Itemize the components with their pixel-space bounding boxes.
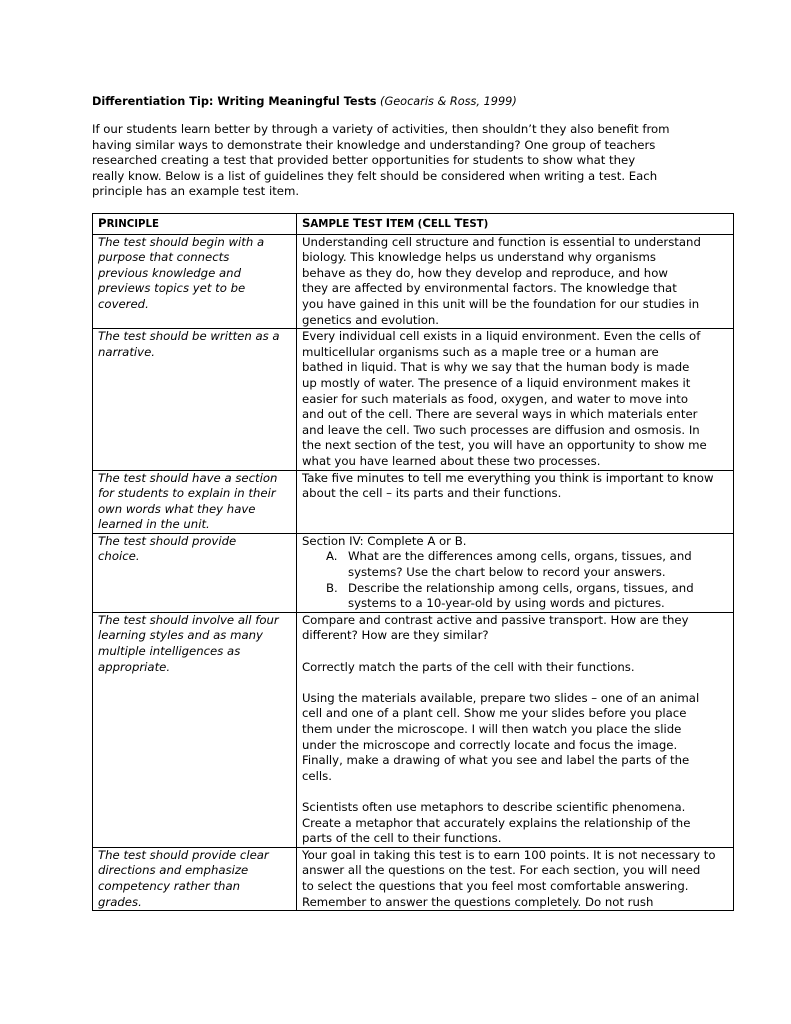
sample-item-cell: Compare and contrast active and passive transport. How are they different? How are they similar? Correctly match the parts of the cell with their functions. Using the materials available, prepare two slides – one of an animal cell and one of a plant cell. Show me your slides before you place them under the microscope. I will then watch you place the slide under the microscope and correctly locate and focus the image. Finally, make a drawing of what you see and label the parts of the cells. Scientists often use metaphors to describe scientific phenomena. Create a metaphor that accurately explains the relationship of the parts of the cell to their functions. — [297, 612, 734, 847]
table-row — [93, 847, 734, 910]
heading-citation: (Geocaris & Ross, 1999) — [380, 95, 517, 108]
principle-cell: The test should have a section for students to explain in their own words what they have learned in the unit. — [93, 470, 297, 533]
table-row — [93, 470, 734, 533]
intro-line: If our students learn better by through a variety of activities, then shouldn’t they also benefit from — [92, 122, 670, 136]
sample-item-cell: Take five minutes to tell me everything you think is important to know about the cell – its parts and their functions. — [297, 470, 734, 533]
intro-line: having similar ways to demonstrate their knowledge and understanding? One group of teachers — [92, 137, 656, 152]
sample-item-cell: Understanding cell structure and function is essential to understand biology. This knowledge helps us understand why organisms behave as they do, how they develop and reproduce, and how they are affected by environmental factors. The knowledge that you have gained in this unit will be the foundation for our studies in genetics and evolution. — [297, 234, 734, 329]
sample-item-cell: Section IV: Complete A or B. A. What are the differences among cells, organs, tissues, and systems? Use the chart below to record your answers. B. Describe the relationship among cells, organs, tissues, and systems to a 10-year-old by using words and pictures. — [297, 533, 734, 612]
intro-line: researched creating a test that provided better opportunities for students to show what they — [92, 153, 636, 168]
table-row — [93, 234, 734, 329]
heading-title: Differentiation Tip: Writing Meaningful Tests — [92, 95, 377, 108]
principle-cell: The test should begin with a purpose that connects previous knowledge and previews topics yet to be covered. — [93, 234, 297, 329]
principles-table — [92, 213, 734, 911]
choice-item-a: A. What are the differences among cells, organs, tissues, and — [326, 549, 692, 564]
principle-column-header: PRINCIPLE — [93, 214, 297, 235]
table-row — [93, 612, 734, 847]
principle-cell: The test should involve all four learning styles and as many multiple intelligences as appropriate. — [93, 612, 297, 847]
intro-line: really know. Below is a list of guidelines they felt should be considered when writing a test. Each — [92, 168, 658, 183]
table-row — [93, 329, 734, 470]
section-label: Section IV: Complete A or B. — [302, 533, 467, 548]
principle-cell: The test should be written as a narrative. — [93, 329, 297, 470]
intro-paragraph — [92, 122, 734, 200]
document-heading — [92, 94, 734, 110]
intro-line: principle has an example test item. — [92, 184, 300, 199]
principle-cell: The test should provide choice. — [93, 533, 297, 612]
table-header-row — [93, 214, 734, 235]
table-row — [93, 533, 734, 612]
choice-item-b: B. Describe the relationship among cells, organs, tissues, and — [326, 580, 694, 595]
sample-item-column-header: SAMPLE TEST ITEM (CELL TEST) — [297, 214, 734, 235]
sample-item-cell: Your goal in taking this test is to earn 100 points. It is not necessary to answer all the questions on the test. For each section, you will need to select the questions that you feel most comfortable answering. Remember to answer the questions completely. Do not rush — [297, 847, 734, 910]
principle-cell: The test should provide clear directions and emphasize competency rather than grades. — [93, 847, 297, 910]
sample-item-cell: Every individual cell exists in a liquid environment. Even the cells of multicellular organisms such as a maple tree or a human are bathed in liquid. That is why we say that the human body is made up mostly of water. The presence of a liquid environment makes it easier for such materials as food, oxygen, and water to move into and out of the cell. There are several ways in which materials enter and leave the cell. Two such processes are diffusion and osmosis. In the next section of the test, you will have an opportunity to show me what you have learned about these two processes. — [297, 329, 734, 470]
